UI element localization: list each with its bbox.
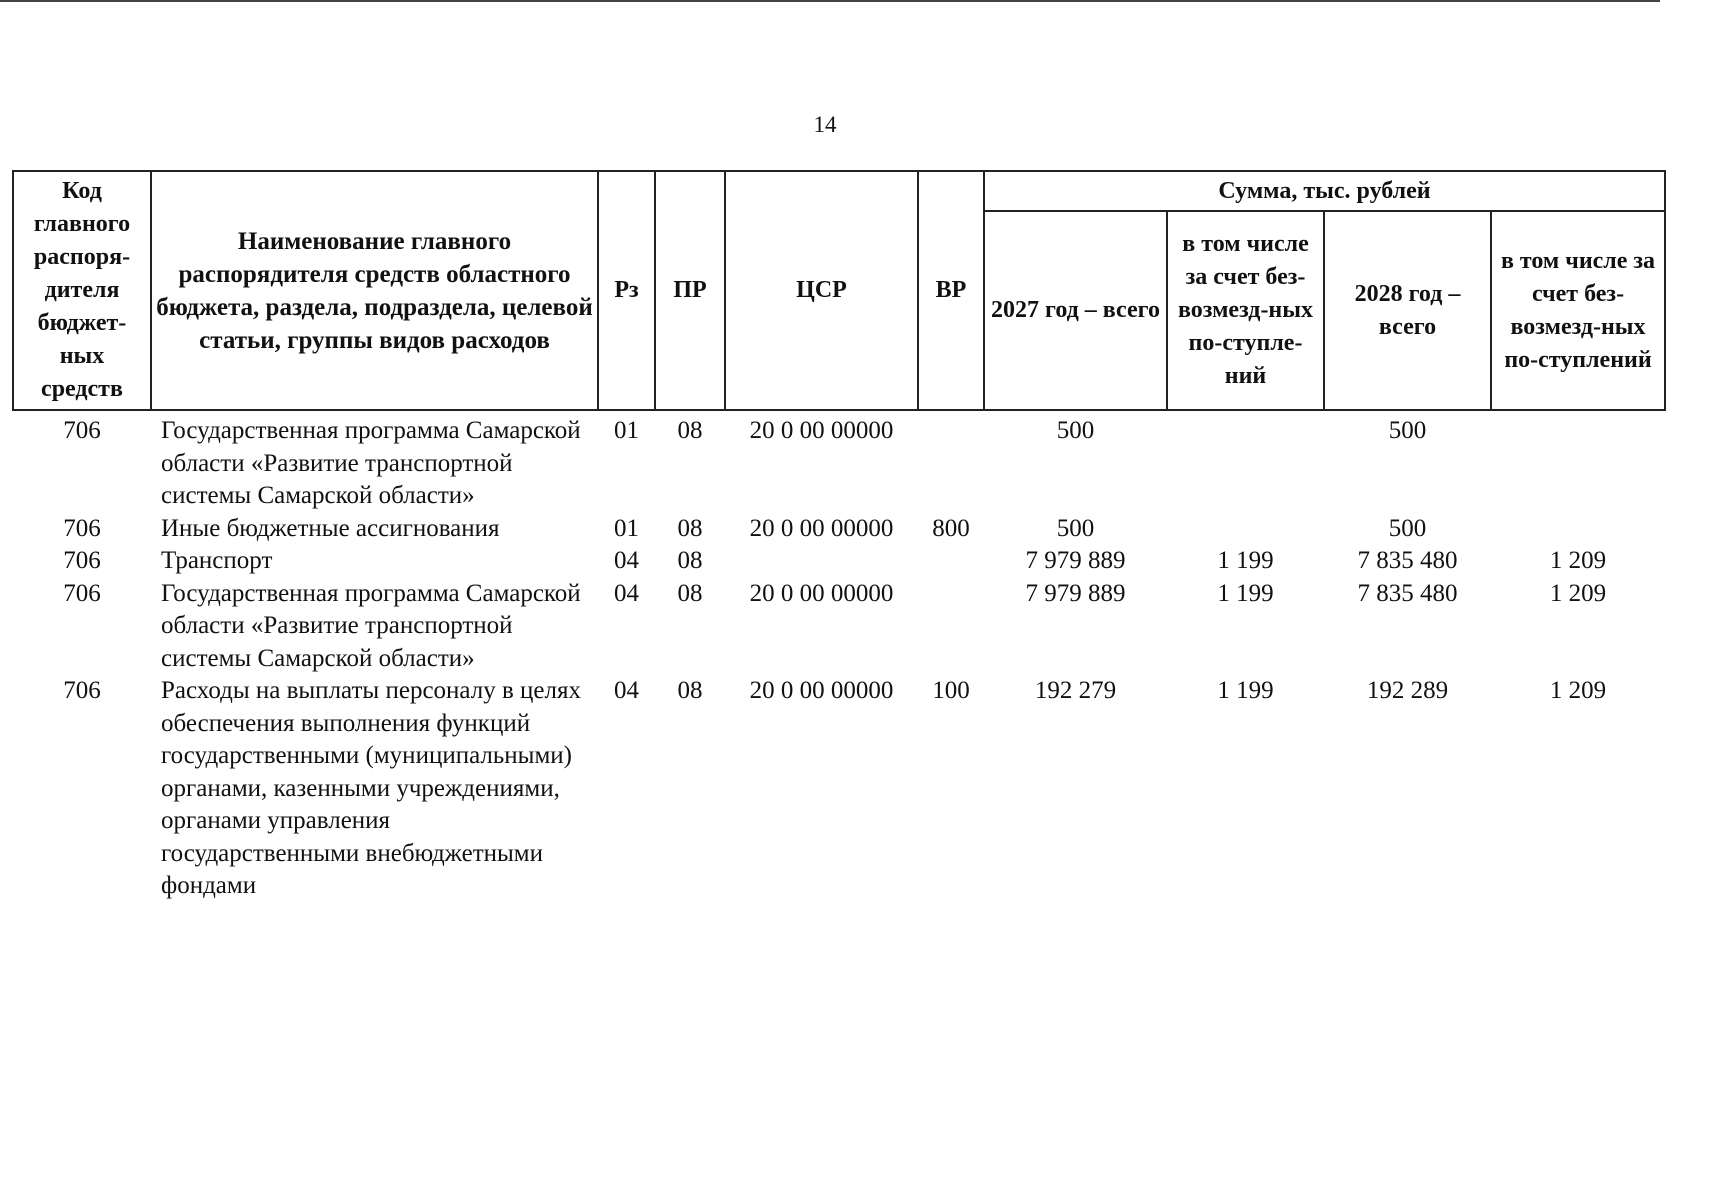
cell-2027-free xyxy=(1167,410,1324,513)
cell-2027-free: 1 199 xyxy=(1217,579,1274,607)
cell-rz: 04 xyxy=(614,547,639,574)
header-code: Код главного распоря-дителя бюджет-ных средств xyxy=(13,171,151,410)
cell-2028-total: 7 835 480 xyxy=(1357,579,1458,607)
cell-code: 706 xyxy=(63,547,101,574)
cell-csr: 20 0 00 00000 xyxy=(749,417,894,444)
table-row xyxy=(13,513,1665,546)
table-row xyxy=(13,410,1665,513)
cell-csr: 20 0 00 00000 xyxy=(749,579,894,607)
header-2028-free: в том числе за счет без-возмезд-ных по-ступлений xyxy=(1491,211,1665,410)
table-row xyxy=(13,545,1665,578)
table-row xyxy=(13,578,1665,676)
cell-code: 706 xyxy=(63,579,101,607)
cell-csr: 20 0 00 00000 xyxy=(749,514,894,542)
cell-pr: 08 xyxy=(677,677,703,704)
cell-vr: 100 xyxy=(932,677,970,704)
cell-rz: 04 xyxy=(614,677,639,704)
cell-name: Расходы на выплаты персоналу в целях обеспечения выполнения функций государственными (муниципальными) органами, казенными учреждениями, органами управления государственными внебюджетными фондами xyxy=(161,677,581,899)
cell-name: Иные бюджетные ассигнования xyxy=(161,514,500,542)
cell-2027-total: 500 xyxy=(1056,514,1095,542)
cell-2028-free: 1 209 xyxy=(1549,677,1607,704)
cell-2028-total: 500 xyxy=(1388,514,1427,542)
cell-code: 706 xyxy=(63,514,101,542)
cell-rz: 01 xyxy=(614,514,639,542)
cell-2028-total: 192 289 xyxy=(1366,677,1449,704)
cell-pr: 08 xyxy=(677,579,703,607)
table-row xyxy=(13,675,1665,903)
cell-2028-total: 7 835 480 xyxy=(1357,547,1458,574)
cell-pr: 08 xyxy=(677,547,703,574)
cell-vr xyxy=(918,578,984,676)
header-pr: ПР xyxy=(655,171,725,410)
cell-2027-free xyxy=(1167,513,1324,546)
header-sum-group: Сумма, тыс. рублей xyxy=(984,171,1665,211)
header-vr: ВР xyxy=(918,171,984,410)
cell-rz: 04 xyxy=(614,579,639,607)
header-2027-total: 2027 год – всего xyxy=(984,211,1167,410)
cell-2027-total: 500 xyxy=(1056,417,1095,444)
page-number: 14 xyxy=(813,112,837,137)
cell-rz: 01 xyxy=(614,417,639,444)
cell-name: Государственная программа Самарской области «Развитие транспортной системы Самарской области» xyxy=(161,417,581,509)
budget-table xyxy=(12,170,1666,903)
cell-csr: 20 0 00 00000 xyxy=(749,677,894,704)
cell-pr: 08 xyxy=(677,514,703,542)
cell-vr: 800 xyxy=(932,514,970,542)
header-2027-free: в том числе за счет без-возмезд-ных по-ступле-ний xyxy=(1167,211,1324,410)
cell-name: Транспорт xyxy=(161,547,273,574)
cell-vr xyxy=(918,410,984,513)
header-name: Наименование главного распорядителя средств областного бюджета, раздела, подраздела, целевой статьи, группы видов расходов xyxy=(151,171,598,410)
cell-code: 706 xyxy=(63,677,101,704)
header-csr: ЦСР xyxy=(725,171,918,410)
cell-2028-free: 1 209 xyxy=(1549,547,1607,574)
cell-2028-free xyxy=(1491,513,1665,546)
cell-2027-total: 7 979 889 xyxy=(1025,579,1126,607)
header-rz: Рз xyxy=(598,171,655,410)
cell-name: Государственная программа Самарской области «Развитие транспортной системы Самарской области» xyxy=(161,579,581,672)
cell-2028-free: 1 209 xyxy=(1549,579,1607,607)
header-2028-total: 2028 год – всего xyxy=(1324,211,1491,410)
cell-pr: 08 xyxy=(677,417,703,444)
cell-2028-free xyxy=(1491,410,1665,513)
cell-2027-total: 7 979 889 xyxy=(1025,547,1126,574)
cell-2027-free: 1 199 xyxy=(1217,677,1274,704)
cell-2028-total: 500 xyxy=(1388,417,1427,444)
cell-2027-total: 192 279 xyxy=(1034,677,1117,704)
top-rule xyxy=(0,0,1660,2)
cell-2027-free: 1 199 xyxy=(1217,547,1274,574)
cell-vr xyxy=(918,545,984,578)
cell-csr xyxy=(725,545,918,578)
cell-code: 706 xyxy=(63,417,101,444)
